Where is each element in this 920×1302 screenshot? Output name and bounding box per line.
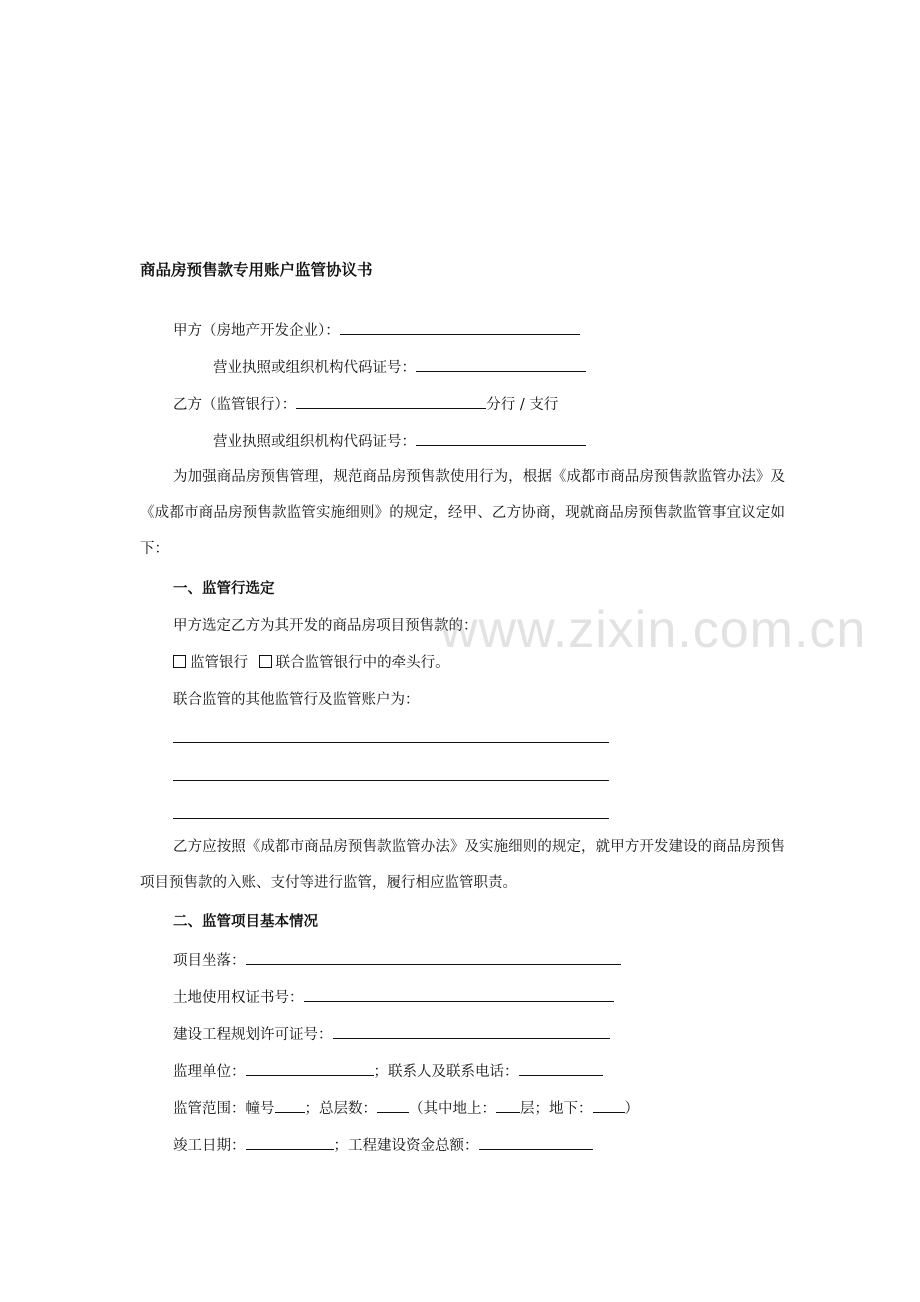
location-blank[interactable]	[246, 949, 621, 965]
section1-options	[173, 653, 450, 673]
preamble-paragraph: 为加强商品房预售管理，规范商品房预售款使用行为，根据《成都市商品房预售款监管办法》及《成都市商品房预售款监管实施细则》的规定，经甲、乙方协商，现就商品房预售款监管事宜议定如下：	[140, 469, 785, 557]
checkbox-supervising-bank[interactable]	[173, 655, 186, 668]
scope-line	[173, 1097, 639, 1119]
party-a-license-line	[213, 356, 586, 378]
contact-blank[interactable]	[519, 1060, 603, 1076]
floors-label: ；总层数：	[304, 1101, 377, 1117]
land-cert-label: 土地使用权证书号：	[173, 990, 304, 1006]
plan-permit-line	[173, 1023, 610, 1045]
close-paren: ）	[624, 1101, 639, 1117]
other-banks-blank-3[interactable]	[173, 818, 609, 819]
completion-date-blank[interactable]	[246, 1134, 334, 1150]
watermark-text: www.zixin.com.cn	[440, 601, 867, 659]
party-b-license-blank[interactable]	[416, 430, 586, 446]
fund-total-blank[interactable]	[479, 1134, 593, 1150]
party-a-license-blank[interactable]	[416, 356, 586, 372]
party-a-label: 甲方（房地产开发企业）：	[173, 323, 340, 339]
fund-label: ；工程建设资金总额：	[333, 1138, 479, 1154]
above-ground-label: （其中地上：	[409, 1101, 496, 1117]
location-line	[173, 949, 621, 971]
section1-intro: 甲方选定乙方为其开发的商品房项目预售款的：	[173, 618, 478, 634]
party-a-line	[173, 319, 580, 341]
below-ground-blank[interactable]	[593, 1097, 625, 1113]
plan-permit-label: 建设工程规划许可证号：	[173, 1027, 333, 1043]
party-b-license-label: 营业执照或组织机构代码证号：	[213, 434, 416, 450]
supervisor-blank[interactable]	[246, 1060, 374, 1076]
checkbox-lead-bank[interactable]	[259, 655, 272, 668]
land-cert-blank[interactable]	[304, 986, 614, 1002]
contact-label: ；联系人及联系电话：	[373, 1064, 519, 1080]
option-supervising-bank: 监管银行	[190, 655, 248, 671]
party-b-line	[173, 393, 558, 415]
plan-permit-blank[interactable]	[333, 1023, 610, 1039]
floor-unit-label: 层；地下：	[520, 1101, 593, 1117]
party-b-blank[interactable]	[296, 393, 486, 409]
option-lead-bank: 联合监管银行中的牵头行。	[275, 655, 450, 671]
document-title: 商品房预售款专用账户监管协议书	[140, 261, 373, 279]
location-label: 项目坐落：	[173, 953, 246, 969]
party-a-blank[interactable]	[340, 319, 580, 335]
supervisor-line	[173, 1060, 603, 1082]
completion-label: 竣工日期：	[173, 1138, 246, 1154]
land-cert-line	[173, 986, 614, 1008]
section1-duty-paragraph: 乙方应按照《成都市商品房预售款监管办法》及实施细则的规定，就甲方开发建设的商品房预售项目预售款的入账、支付等进行监管，履行相应监管职责。	[140, 839, 785, 891]
party-b-label: 乙方（监管银行）：	[173, 397, 297, 413]
section2-heading: 二、监管项目基本情况	[173, 914, 318, 930]
building-no-blank[interactable]	[275, 1097, 305, 1113]
party-b-suffix: 分行 / 支行	[486, 397, 559, 413]
scope-label: 监管范围：幢号	[173, 1101, 275, 1117]
other-banks-blank-2[interactable]	[173, 780, 609, 781]
section1-heading: 一、监管行选定	[173, 581, 275, 597]
party-a-license-label: 营业执照或组织机构代码证号：	[213, 360, 416, 376]
section1-other-label: 联合监管的其他监管行及监管账户为：	[173, 692, 420, 708]
completion-line	[173, 1134, 593, 1156]
above-ground-blank[interactable]	[496, 1097, 520, 1113]
total-floors-blank[interactable]	[377, 1097, 409, 1113]
party-b-license-line	[213, 430, 586, 452]
supervisor-label: 监理单位：	[173, 1064, 246, 1080]
other-banks-blank-1[interactable]	[173, 742, 609, 743]
